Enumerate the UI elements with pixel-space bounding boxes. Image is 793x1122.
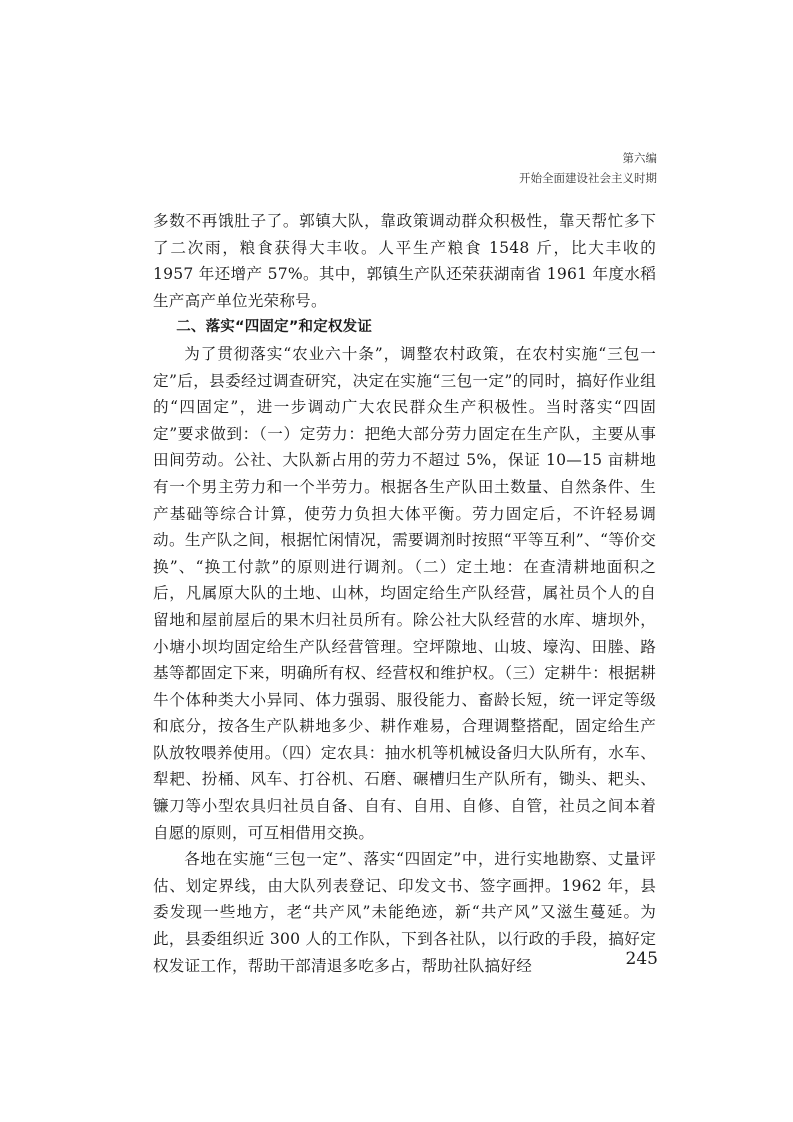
page-number: 245 [625,949,658,969]
paragraph-four-fixed: 为了贯彻落实“农业六十条”，调整农村政策，在农村实施“三包一定”后，县委经过调查研究，决定在实施“三包一定”的同时，搞好作业组的“四固定”，进一步调动广大农民群众生产积极性。当时落实“四固定”要求做到：（一）定劳力：把绝大部分劳力固定在生产队，主要从事田间劳动。公社、大队新占用的劳力不超过 5%，保证 10—15 亩耕地有一个男主劳力和一个半劳力。根据各生产队田土数量、自然条件、生产基础等综合计算，使劳力负担大体平衡。劳力固定后，不许轻易调动。生产队之间，根据忙闲情况，需要调剂时按照“平等互利”、“等价交换”、“换工付款”的原则进行调剂。（二）定土地：在查清耕地面积之后，凡属原大队的土地、山林，均固定给生产队经营，属社员个人的自留地和屋前屋后的果木归社员所有。除公社大队经营的水库、塘坝外，小塘小坝均固定给生产队经营管理。空坪隙地、山坡、壕沟、田塍、路基等都固定下来，明确所有权、经营权和维护权。（三）定耕牛：根据耕牛个体种类大小异同、体力强弱、服役能力、畜龄长短，统一评定等级和底分，按各生产队耕地多少、耕作难易，合理调整搭配，固定给生产队放牧喂养使用。（四）定农具：抽水机等机械设备归大队所有，水车、犁耙、扮桶、风车、打谷机、石磨、碾槽归生产队所有，锄头、耙头、镰刀等小型农具归社员自备、自有、自用、自修、自管，社员之间本着自愿的原则，可互相借用交换。 [153,344,656,842]
page-body [153,208,656,979]
header-part-title: 开始全面建设社会主义时期 [519,171,657,185]
section-heading: 二、落实“四固定”和定权发证 [176,319,373,336]
header-part-label: 第六编 [622,151,657,165]
paragraph-continued: 多数不再饿肚子了。郭镇大队，靠政策调动群众积极性，靠天帮忙多下了二次雨，粮食获得大丰收。人平生产粮食 1548 斤，比大丰收的 1957 年还增产 57%。其中，郭镇生产队还荣获湖南省 1961 年度水稻生产高产单位光荣称号。 [153,212,656,310]
paragraph-implementation: 各地在实施“三包一定”、落实“四固定”中，进行实地勘察、丈量评估、划定界线，由大队列表登记、印发文书、签字画押。1962 年，县委发现一些地方，老“共产风”未能绝迹，新“共产风”又滋生蔓延。为此，县委组织近 300 人的工作队，下到各社队，以行政的手段，搞好定权发证工作，帮助干部清退多吃多占，帮助社队搞好经 [153,850,656,975]
running-header [519,148,657,188]
